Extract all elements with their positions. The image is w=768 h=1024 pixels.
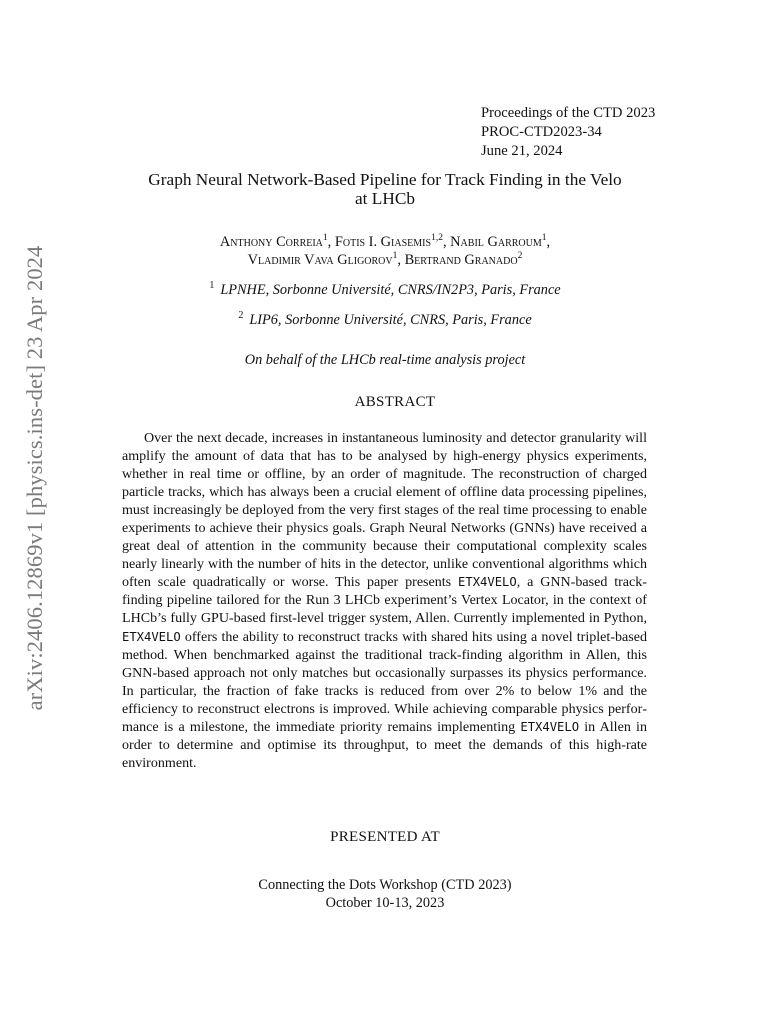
code-name: ETX4VELO — [458, 575, 517, 590]
abstract-text-part: offers the ability to reconstruct tracks with shared hits using a novel triplet-based method. When benchmarked against the traditional track-finding algorithm in Allen, this GNN-based approach not only matches but occasionally surpasses its physics performance. In particular, the fraction of fake tracks is reduced from over 2% to below 1% and the efficiency to reconstruct electrons is improved. While achieving comparable physics performance is a milestone, the immediate priority remains implementing — [122, 628, 647, 735]
author-affiliation-mark: 1 — [322, 233, 328, 244]
paper-title-line-2: at LHCb — [355, 189, 415, 208]
code-name: ETX4VELO — [520, 719, 580, 734]
author-affiliation-mark: 2 — [517, 251, 523, 262]
venue-info — [100, 876, 670, 912]
paper-title-line-1: Graph Neural Network-Based Pipeline for Track Finding in the Velo — [148, 170, 622, 189]
abstract-text-part: in Allen in order to determine and optimise its throughput, to meet the demands of this high-rate environment. — [122, 718, 647, 771]
abstract-text-part: , a GNN-based track-finding pipeline tailored for the Run 3 LHCb experiment’s Vertex Locator, in the context of LHCb’s fully GPU-based first-level trigger system, Allen. Currently implemented in Python, — [122, 574, 647, 627]
affiliation-text: LIP6, Sorbonne Université, CNRS, Paris, France — [249, 311, 532, 328]
proceedings-name: Proceedings of the CTD 2023 — [481, 105, 656, 121]
author-name: Bertrand Granado — [404, 252, 518, 268]
author-list — [100, 233, 670, 269]
arxiv-identifier-stamp: arXiv:2406.12869v1 [physics.ins-det] 23 Apr 2024 — [22, 245, 47, 711]
author-line-1: Anthony Correia$^1$, Fotis I. Giasemis$^{1,2}$, Nabil Garroum$^1$, — [219, 233, 551, 250]
author-name: Vladimir Vava Gligorov — [247, 252, 393, 268]
affiliation-text: LPNHE, Sorbonne Université, CNRS/IN2P3, Paris, France — [220, 281, 561, 298]
proceedings-header — [481, 104, 655, 161]
abstract-heading: ABSTRACT — [354, 394, 436, 410]
author-name: Fotis I. Giasemis — [334, 234, 432, 250]
author-affiliation-mark: 1 — [541, 233, 547, 244]
abstract-text — [122, 429, 647, 772]
author-affiliation-mark: 1 — [392, 251, 398, 262]
venue-name: Connecting the Dots Workshop (CTD 2023) — [258, 877, 512, 893]
affiliation-2 — [100, 310, 670, 329]
report-number: PROC-CTD2023-34 — [481, 124, 602, 140]
author-name: Nabil Garroum — [450, 234, 542, 250]
paper-title — [100, 170, 670, 208]
abstract-text-part: Over the next decade, increases in instantaneous luminosity and detector granularity will amplify the amount of data that has to be analysed by high-energy physics experiments, whether in real time or offline, by an order of magnitude. The reconstruction of charged particle tracks, which has always been a crucial element of offline data processing pipelines, must increasingly be deployed from the very first stages of the real time processing to enable experiments to achieve their physics goals. Graph Neural Networks (GNNs) have received a great deal of attention in the community because their computational complexity scales nearly linearly with the number of hits in the detector, unlike conventional algorithms which often scale quadratically or worse. This paper presents — [122, 430, 647, 591]
author-name: Anthony Correia — [219, 234, 323, 250]
presented-at-heading: PRESENTED AT — [330, 829, 440, 845]
publication-date: June 21, 2024 — [481, 143, 563, 159]
affiliation-1 — [100, 280, 670, 299]
affiliation-number: 1 — [209, 280, 215, 291]
affiliation-number: 2 — [238, 310, 244, 321]
author-line-2: Vladimir Vava Gligorov$^1$, Bertrand Granado$^2$ — [247, 251, 523, 268]
venue-dates: October 10-13, 2023 — [325, 895, 445, 911]
code-name: ETX4VELO — [122, 629, 181, 644]
author-affiliation-mark: 1,2 — [431, 233, 443, 244]
collaboration-note: On behalf of the LHCb real-time analysis project — [244, 352, 526, 368]
